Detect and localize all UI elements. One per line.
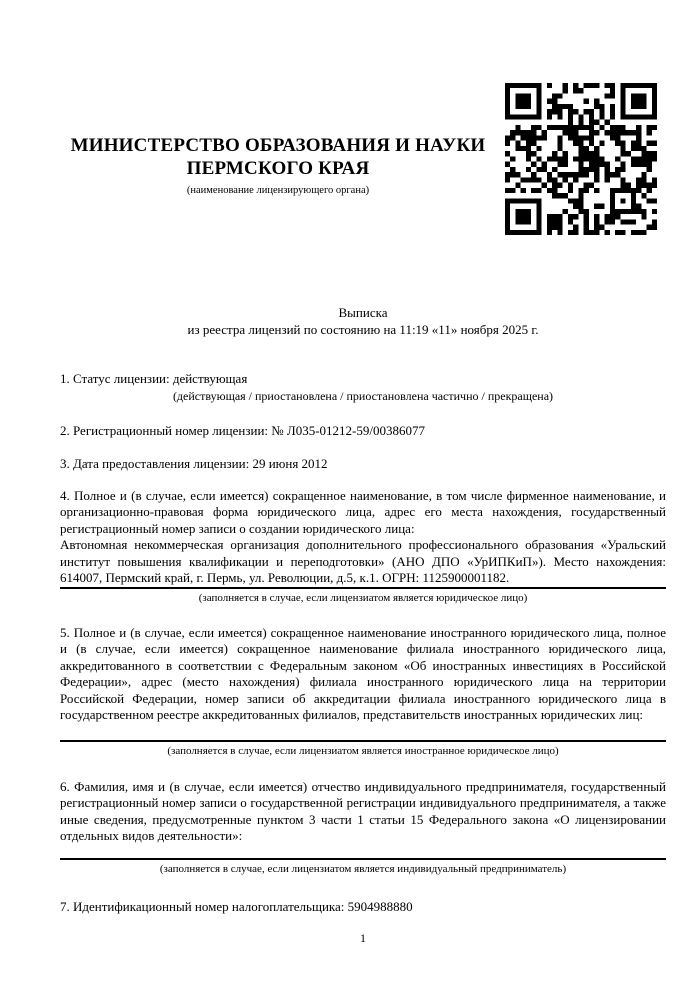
item-entrepreneur-label: 6. Фамилия, имя и (в случае, если имеется) отчество индивидуального предпринимателя, государственный регистрационный номер записи о государственной регистрации индивидуального предпринимателя, а также иные сведения, предусмотренные пунктом 3 части 1 статьи 15 Федерального закона «О лицензировании отдельных видов деятельности»: [60, 778, 666, 843]
item-foreign-entity-note: (заполняется в случае, если лицензиатом является иностранное юридическое лицо) [167, 744, 559, 757]
item-entrepreneur-note: (заполняется в случае, если лицензиатом является индивидуальный предприниматель) [159, 862, 567, 875]
item-foreign-entity-value [60, 724, 666, 740]
ministry-name-line1: МИНИСТЕРСТВО ОБРАЗОВАНИЯ И НАУКИ [70, 135, 486, 156]
item-taxpayer-number: 7. Идентификационный номер налогоплательщика: 5904988880 [60, 898, 413, 914]
item-foreign-entity-label: 5. Полное и (в случае, если имеется) сокращенное наименование иностранного юридического лица, полное и (в случае, если имеется) сокращенное наименование филиала иностранного юридического лица, аккредитованного в соответствии с Федеральным законом «Об иностранных инвестициях в Российской Федерации», адрес (место нахождения) филиала иностранного юридического лица на территории Российской Федерации, номер записи об аккредитации филиала иностранного юридического лица в государственном реестре аккредитованных филиалов, представительств иностранных юридических лиц: [60, 624, 666, 722]
title-line2: из реестра лицензий по состоянию на 11:19 «11» ноября 2025 г. [187, 321, 539, 337]
ministry-caption: (наименование лицензирующего органа) [186, 185, 370, 196]
title-line1: Выписка [338, 305, 388, 320]
item-foreign-entity-rule [60, 740, 666, 742]
page-number: 1 [360, 931, 366, 945]
item-legal-entity-value: Автономная некоммерческая организация дополнительного профессионального образования «Уральский институт повышения квалификации и переподготовки» (АНО ДПО «УрИПКиП»). Место нахождения: 614007, Пермский край, г. Пермь, ул. Революции, д.5, к.1. ОГРН: 1125900001182. [60, 537, 666, 585]
ministry-name-line2: ПЕРМСКОГО КРАЯ [186, 158, 370, 179]
document-body [0, 305, 700, 945]
qr-code [505, 83, 657, 235]
item-registration-number: 2. Регистрационный номер лицензии: № Л035-01212-59/00386077 [60, 422, 426, 438]
item-legal-entity-rule [60, 587, 666, 589]
item-entrepreneur-rule [60, 858, 666, 860]
item-legal-entity-label: 4. Полное и (в случае, если имеется) сокращенное наименование, в том числе фирменное наименование, и организационно-правовая форма юридического лица, адрес его места нахождения, государственный регистрационный номер записи о создании юридического лица: [60, 487, 666, 536]
licensing-authority-block [60, 134, 496, 197]
item-license-status-note: (действующая / приостановлена / приостановлена частично / прекращена) [172, 388, 554, 403]
item-entrepreneur-value [60, 845, 666, 858]
document-header [0, 0, 700, 235]
item-legal-entity-note: (заполняется в случае, если лицензиатом является юридическое лицо) [198, 591, 528, 604]
item-license-status: 1. Статус лицензии: действующая [60, 371, 248, 386]
item-license-grant-date: 3. Дата предоставления лицензии: 29 июня 2012 [60, 456, 328, 471]
document-title [60, 305, 666, 338]
